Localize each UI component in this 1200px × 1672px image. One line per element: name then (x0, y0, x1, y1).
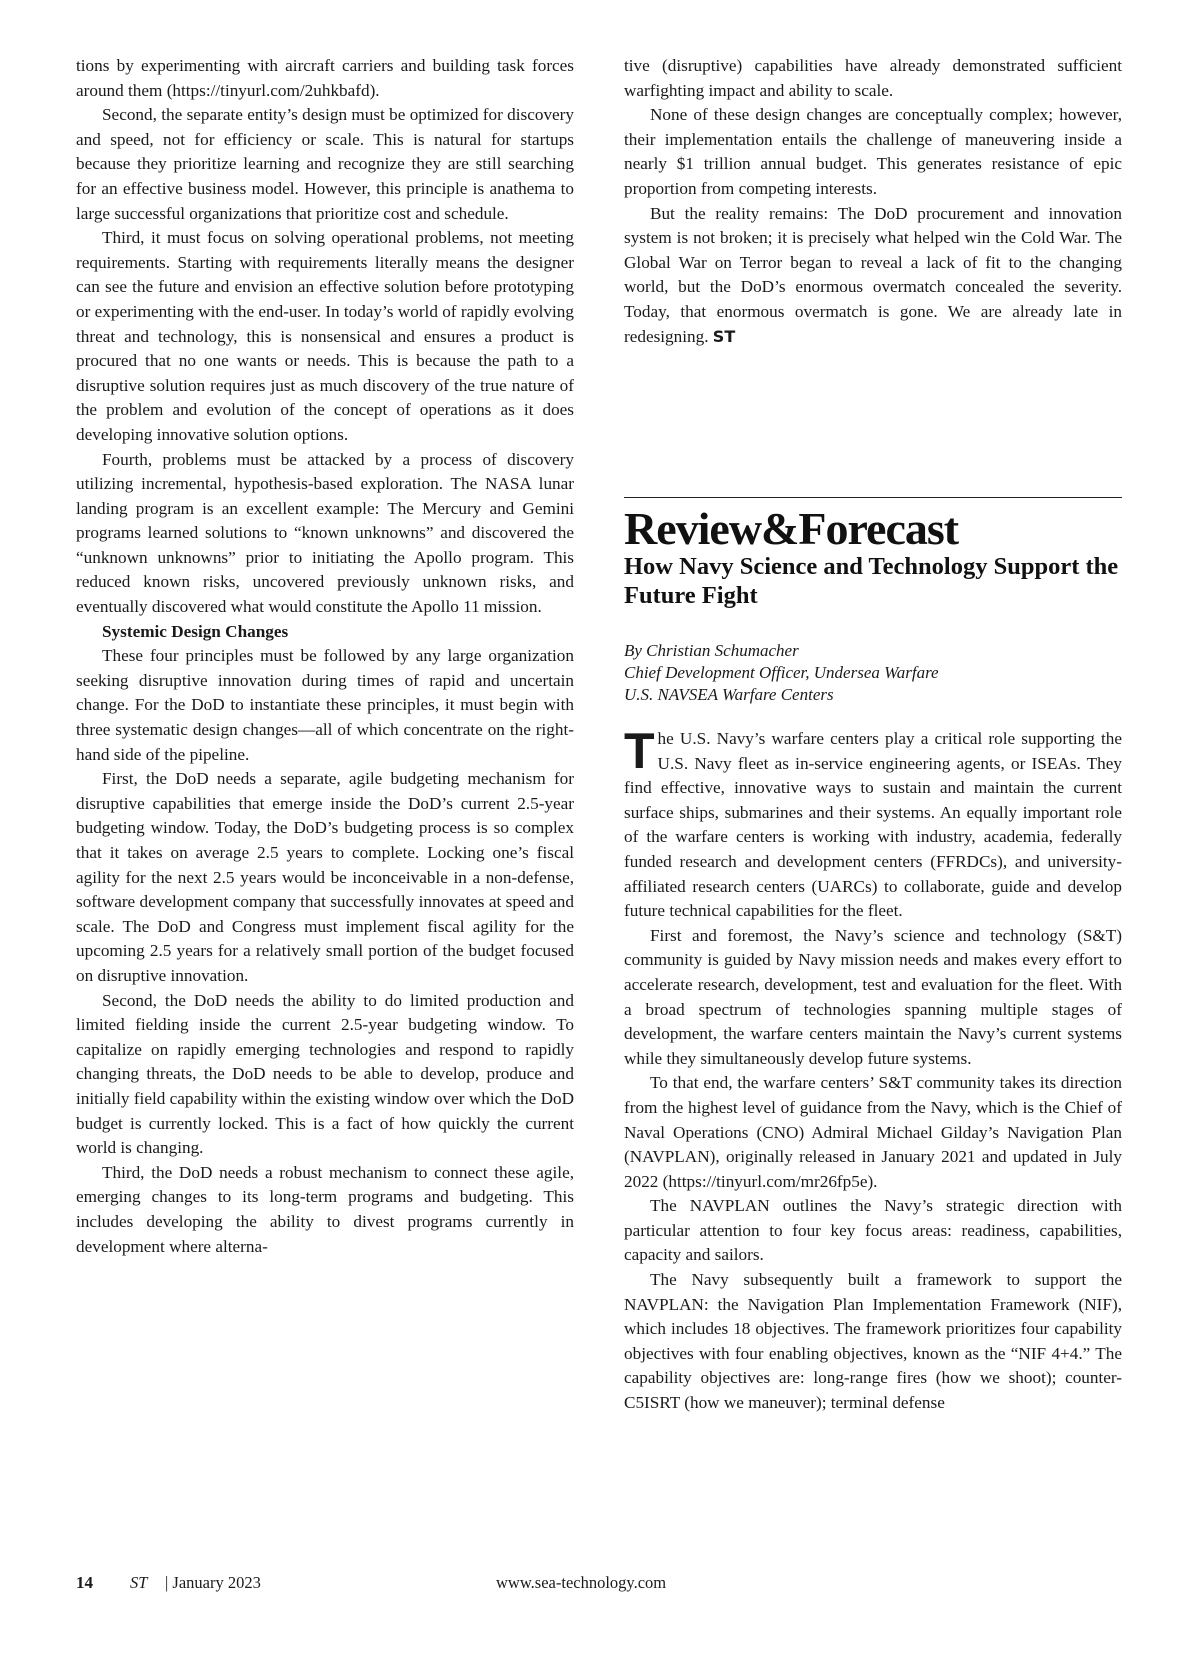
left-paragraph-3: Third, it must focus on solving operational problems, not meeting requirements. Starting with requirements literally means the designer can see the future and envision an effective solution before prototyping or experimenting with the end-user. In today’s world of rapidly evolving threat and technology, this is nonsensical and ensures a product is procured that no one wants or needs. This is because the path to a disruptive solution requires just as much discovery of the true nature of the problem and evolution of the concept of operations as it does developing innovative solution options. (76, 228, 574, 444)
website-url: www.sea-technology.com (496, 1573, 667, 1592)
issue-date: | January 2023 (165, 1573, 261, 1592)
section-subheading: Systemic Design Changes (102, 621, 289, 641)
right-paragraph-3-text: But the reality remains: The DoD procurement and innovation system is not broken; it is precisely what helped win the Cold War. The Global War on Terror began to reveal a lack of fit to the changing world, but the DoD’s enormous overmatch concealed the severity. Today, that enormous overmatch is gone. We are already late in redesigning. (624, 203, 1122, 346)
article-paragraph-3: To that end, the warfare centers’ S&T community takes its direction from the highest level of guidance from the Navy, which is the Chief of Naval Operations (CNO) Admiral Michael Gilday’s Navigation Plan (NAVPLAN), originally released in January 2021 and updated in July 2022 (https://tinyurl.com/mr26fp5e). (624, 1073, 1122, 1191)
drop-cap: T (624, 723, 655, 779)
left-column (76, 54, 574, 1259)
article-paragraph-5: The Navy subsequently built a framework to support the NAVPLAN: the Navigation Plan Implementation Framework (NIF), which includes 18 objectives. The framework prioritizes four capability objectives with four enabling objectives, known as the “NIF 4+4.” The capability objectives are: long-range fires (how we shoot); counter-C5ISRT (how we maneuver); terminal defense (624, 1270, 1122, 1413)
article-paragraph-1-text: he U.S. Navy’s warfare centers play a critical role supporting the U.S. Navy fleet as in-service engineering agents, or ISEAs. They find effective, innovative ways to sustain and maintain the current surface ships, submarines and their systems. An equally important role of the warfare centers is working with industry, academia, federally funded research and development centers (FFRDCs), and university-affiliated research centers (UARCs) to collaborate, guide and develop future technical capabilities for the fleet. (624, 729, 1122, 921)
end-mark: ST (712, 326, 736, 346)
page-number: 14 (76, 1573, 93, 1592)
right-column (624, 54, 1122, 349)
left-paragraph-8: Third, the DoD needs a robust mechanism to connect these agile, emerging changes to its long-term programs and budgeting. This includes developing the ability to divest programs currently in development where alterna- (76, 1162, 574, 1256)
byline (624, 640, 1122, 706)
section-title: Review&Forecast (624, 503, 959, 554)
right-paragraph-1: tive (disruptive) capabilities have already demonstrated sufficient warfighting impact and ability to scale. (624, 56, 1122, 100)
left-paragraph-7: Second, the DoD needs the ability to do limited production and limited fielding inside the current 2.5-year budgeting window. To capitalize on rapidly emerging technologies and respond to rapidly changing threats, the DoD needs to be able to develop, produce and initially field capability within the existing window over which the DoD budget is currently locked. This is a fact of how quickly the current world is changing. (76, 990, 574, 1158)
byline-org: U.S. NAVSEA Warfare Centers (624, 685, 834, 704)
byline-name: By Christian Schumacher (624, 641, 799, 660)
article-headline: How Navy Science and Technology Support the Future Fight (624, 553, 1119, 609)
article-body (624, 723, 1122, 1416)
left-paragraph-5: These four principles must be followed by any large organization seeking disruptive innovation during times of rapid and uncertain change. For the DoD to instantiate these principles, it must begin with three systematic design changes—all of which concentrate on the right-hand side of the pipeline. (76, 646, 574, 764)
right-paragraph-2: None of these design changes are conceptually complex; however, their implementation entails the challenge of maneuvering inside a nearly $1 trillion annual budget. This generates resistance of epic proportion from competing interests. (624, 105, 1122, 198)
left-paragraph-6: First, the DoD needs a separate, agile budgeting mechanism for disruptive capabilities that emerge inside the DoD’s current 2.5-year budgeting window. Today, the DoD’s budgeting process is so complex that it takes on average 2.5 years to complete. Locking one’s fiscal agility for the next 2.5 years would be inconceivable in a non-defense, software development company that successfully innovates at speed and scale. The DoD and Congress must implement fiscal agility for the upcoming 2.5 years for a relatively small portion of the budget focused on disruptive innovation. (76, 769, 574, 985)
section-divider (624, 497, 1122, 498)
left-paragraph-4: Fourth, problems must be attacked by a process of discovery utilizing incremental, hypothesis-based exploration. The NASA lunar landing program is an excellent example: The Mercury and Gemini programs learned solutions to “known unknowns” and discovered the “unknown unknowns” prior to initiating the Apollo program. This reduced known risks, uncovered previously unknown risks, and eventually discovered what would constitute the Apollo 11 mission. (76, 449, 574, 617)
left-paragraph-1: tions by experimenting with aircraft carriers and building task forces around them (https://tinyurl.com/2uhkbafd). (76, 56, 574, 100)
right-paragraph-3 (624, 202, 1122, 350)
article-paragraph-2: First and foremost, the Navy’s science and technology (S&T) community is guided by Navy mission needs and makes every effort to accelerate research, development, test and evaluation for the fleet. With a broad spectrum of technologies spanning multiple stages of development, the warfare centers maintain the Navy’s current systems while they simultaneously develop future systems. (624, 925, 1122, 1068)
left-paragraph-2: Second, the separate entity’s design must be optimized for discovery and speed, not for efficiency or scale. This is natural for startups because they prioritize learning and recognize they are still searching for an effective business model. However, this principle is anathema to large successful organizations that prioritize cost and schedule. (76, 105, 574, 223)
byline-role: Chief Development Officer, Undersea Warfare (624, 663, 939, 682)
article-paragraph-4: The NAVPLAN outlines the Navy’s strategic direction with particular attention to four key focus areas: readiness, capabilities, capacity and sailors. (624, 1196, 1122, 1265)
article-paragraph-1 (624, 723, 1122, 924)
magazine-name: ST (130, 1573, 148, 1592)
